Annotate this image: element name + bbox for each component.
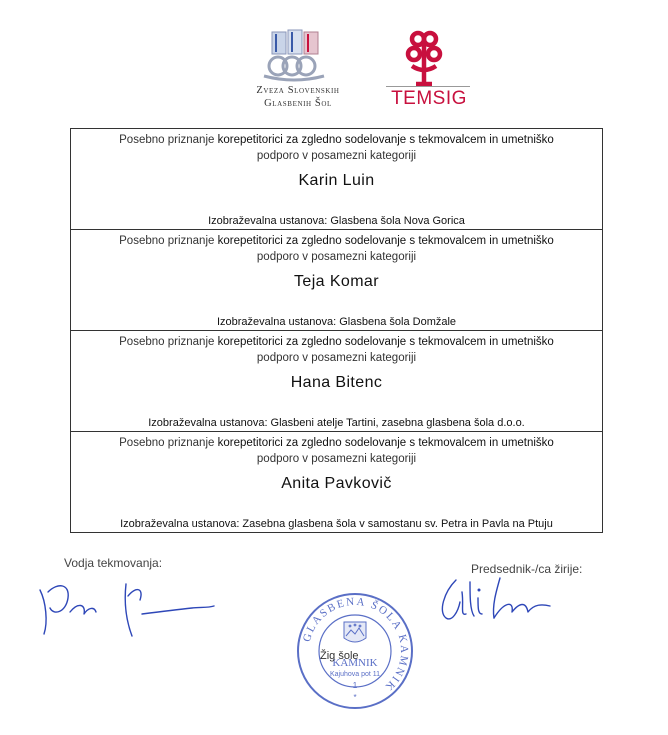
svg-text:1: 1 bbox=[352, 681, 358, 690]
institution: Izobraževalna ustanova: Zasebna glasbena šola v samostanu sv. Petra in Pavla na Ptuju bbox=[120, 518, 553, 530]
svg-text:*: * bbox=[353, 693, 357, 702]
award-description bbox=[71, 230, 602, 265]
competition-head-label: Vodja tekmovanja: bbox=[64, 556, 163, 570]
institution: Izobraževalna ustanova: Glasbena šola Nova Gorica bbox=[208, 215, 465, 227]
org-name bbox=[218, 84, 378, 110]
desc-emphasis: korepetitorici za zgledno sodelovanje s tekmovalcem in umetniško bbox=[217, 235, 554, 247]
temsig-wordmark: TEMSIG bbox=[391, 88, 467, 109]
award-description bbox=[71, 331, 602, 366]
stamp-label: Žig šole bbox=[320, 650, 359, 662]
desc-emphasis: korepetitorici za zgledno sodelovanje s tekmovalcem in umetniško bbox=[217, 336, 554, 348]
jury-president-label: Predsednik-/ca žirije: bbox=[471, 562, 583, 576]
temsig-divider bbox=[386, 86, 470, 87]
zsgs-logo-icon bbox=[258, 28, 330, 82]
desc-line2: podporo v posamezni kategoriji bbox=[256, 150, 417, 162]
letterhead bbox=[0, 0, 668, 120]
org-name-line2: Glasbenih Šol bbox=[264, 98, 332, 109]
award-box bbox=[70, 128, 603, 229]
desc-prefix: Posebno priznanje bbox=[119, 437, 218, 449]
award-description bbox=[71, 432, 602, 467]
temsig-emblem-icon bbox=[404, 28, 444, 86]
desc-prefix: Posebno priznanje bbox=[119, 235, 218, 247]
award-box bbox=[70, 431, 603, 533]
desc-line2: podporo v posamezni kategoriji bbox=[256, 453, 417, 465]
desc-line2: podporo v posamezni kategoriji bbox=[256, 251, 417, 263]
recipient-name: Teja Komar bbox=[294, 273, 379, 290]
svg-text:Kajuhova pot 11: Kajuhova pot 11 bbox=[329, 671, 381, 678]
institution: Izobraževalna ustanova: Glasbeni atelje Tartini, zasebna glasbena šola d.o.o. bbox=[148, 417, 525, 429]
award-description bbox=[71, 129, 602, 164]
recipient-name: Hana Bitenc bbox=[290, 374, 383, 391]
desc-prefix: Posebno priznanje bbox=[119, 134, 218, 146]
desc-emphasis: korepetitorici za zgledno sodelovanje s tekmovalcem in umetniško bbox=[217, 134, 554, 146]
award-box bbox=[70, 229, 603, 330]
svg-text:GLASBENA ŠOLA KAMNIK: GLASBENA ŠOLA KAMNIK bbox=[300, 595, 411, 694]
desc-line2: podporo v posamezni kategoriji bbox=[256, 352, 417, 364]
desc-emphasis: korepetitorici za zgledno sodelovanje s tekmovalcem in umetniško bbox=[217, 437, 554, 449]
competition-head-signature-icon bbox=[28, 562, 238, 652]
svg-text:KAMNIK: KAMNIK bbox=[332, 657, 378, 669]
award-box bbox=[70, 330, 603, 431]
awards-list bbox=[70, 128, 603, 533]
jury-president-signature-icon bbox=[430, 572, 560, 632]
org-name-line1: Zveza Slovenskih bbox=[256, 85, 340, 96]
recipient-name: Anita Pavkovič bbox=[281, 475, 392, 492]
institution: Izobraževalna ustanova: Glasbena šola Domžale bbox=[216, 316, 457, 328]
recipient-name: Karin Luin bbox=[298, 172, 375, 189]
desc-prefix: Posebno priznanje bbox=[119, 336, 218, 348]
